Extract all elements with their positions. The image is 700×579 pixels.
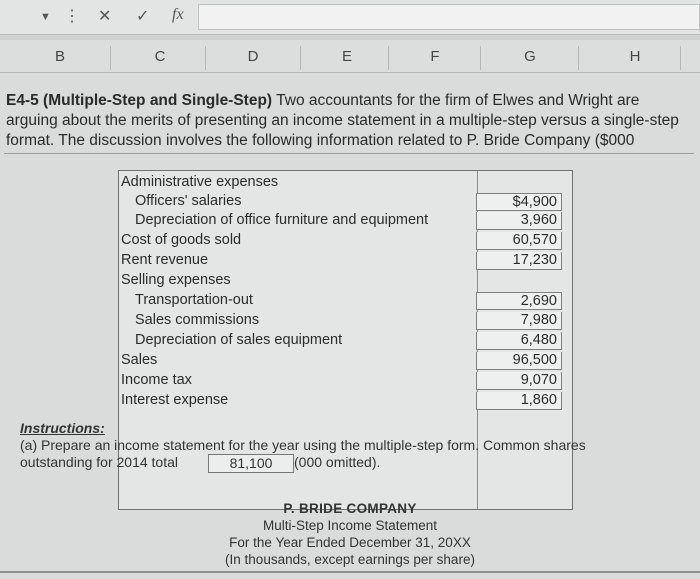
instructions-title: Instructions: (20, 420, 105, 436)
row-amount[interactable]: 96,500 (476, 352, 562, 370)
problem-text (6, 91, 686, 151)
table-row[interactable] (119, 351, 572, 371)
row-amount[interactable]: 6,480 (476, 332, 562, 350)
problem-line-2: arguing about the merits of presenting an income statement in a multiple-step versus a single-step (6, 112, 679, 129)
row-label: Cost of goods sold (121, 232, 242, 248)
row-amount[interactable]: 7,980 (476, 312, 562, 330)
vertical-dots-icon[interactable]: ⋮ (64, 8, 80, 25)
table-row[interactable] (119, 251, 572, 271)
table-row[interactable] (119, 371, 572, 391)
row-amount[interactable]: 17,230 (476, 252, 562, 270)
statement-period: For the Year Ended December 31, 20XX (229, 535, 471, 550)
table-row[interactable] (119, 173, 572, 193)
worksheet[interactable] (0, 73, 700, 579)
column-headers (0, 40, 700, 73)
x-icon[interactable]: ✕ (98, 8, 112, 25)
row-label: Interest expense (121, 392, 229, 408)
company-name: P. BRIDE COMPANY (283, 501, 417, 516)
row-label: Depreciation of office furniture and equipment (135, 212, 429, 228)
column-separator[interactable] (110, 46, 111, 70)
row-label: Selling expenses (121, 272, 231, 288)
column-header-h[interactable]: H (629, 48, 641, 65)
row-label: Rent revenue (121, 252, 209, 268)
chevron-down-icon[interactable]: ▼ (40, 11, 51, 23)
row-label: Administrative expenses (121, 174, 279, 190)
table-row[interactable] (119, 211, 572, 231)
column-header-d[interactable]: D (247, 48, 259, 65)
statement-units: (In thousands, except earnings per share) (225, 552, 475, 567)
statement-header (0, 500, 700, 568)
row-amount[interactable]: 1,860 (476, 392, 562, 410)
problem-line-1: E4-5 (Multiple-Step and Single-Step) Two accountants for the firm of Elwes and Wright are (6, 92, 640, 109)
column-separator[interactable] (480, 46, 481, 70)
instructions-line-2: outstanding for 2014 total 81,100 (000 omitted). (20, 454, 381, 471)
row-amount[interactable]: 2,690 (476, 292, 562, 310)
column-header-f[interactable]: F (430, 48, 440, 65)
column-header-e[interactable]: E (341, 48, 352, 65)
column-header-b[interactable]: B (54, 48, 65, 65)
column-separator[interactable] (388, 46, 389, 70)
row-label: Sales commissions (135, 312, 260, 328)
row-amount[interactable]: $4,900 (476, 193, 562, 211)
row-label: Depreciation of sales equipment (135, 332, 343, 348)
column-header-g[interactable]: G (524, 48, 536, 65)
shares-outstanding-field[interactable]: 81,100 (208, 454, 294, 473)
row-label: Income tax (121, 372, 192, 388)
column-separator[interactable] (300, 46, 301, 70)
statement-title: Multi-Step Income Statement (262, 518, 438, 533)
formula-bar (0, 0, 700, 35)
problem-title: E4-5 (Multiple-Step and Single-Step) (6, 92, 273, 109)
problem-line-3: format. The discussion involves the following information related to P. Bride Company ($000 (6, 132, 635, 149)
table-row[interactable] (119, 331, 572, 351)
instructions-line-1: (a) Prepare an income statement for the year using the multiple-step form. Common shares (20, 437, 586, 453)
table-row[interactable] (119, 291, 572, 311)
divider (0, 571, 700, 573)
column-separator[interactable] (205, 46, 206, 70)
table-row[interactable] (119, 311, 572, 331)
row-amount[interactable]: 60,570 (476, 232, 562, 250)
divider (4, 153, 694, 154)
formula-input[interactable] (198, 4, 700, 30)
table-row[interactable] (119, 192, 572, 212)
table-row[interactable] (119, 231, 572, 251)
column-separator[interactable] (680, 46, 681, 70)
row-label: Transportation-out (135, 292, 253, 308)
table-row[interactable] (119, 391, 572, 411)
row-label: Sales (121, 352, 158, 368)
instructions (20, 420, 680, 473)
column-header-c[interactable]: C (154, 48, 166, 65)
fx-icon[interactable]: fx (172, 6, 184, 23)
column-separator[interactable] (578, 46, 579, 70)
check-icon[interactable]: ✓ (136, 8, 150, 25)
row-amount[interactable]: 3,960 (476, 212, 562, 230)
table-row[interactable] (119, 271, 572, 291)
row-label: Officers' salaries (135, 193, 242, 209)
row-amount[interactable]: 9,070 (476, 372, 562, 390)
